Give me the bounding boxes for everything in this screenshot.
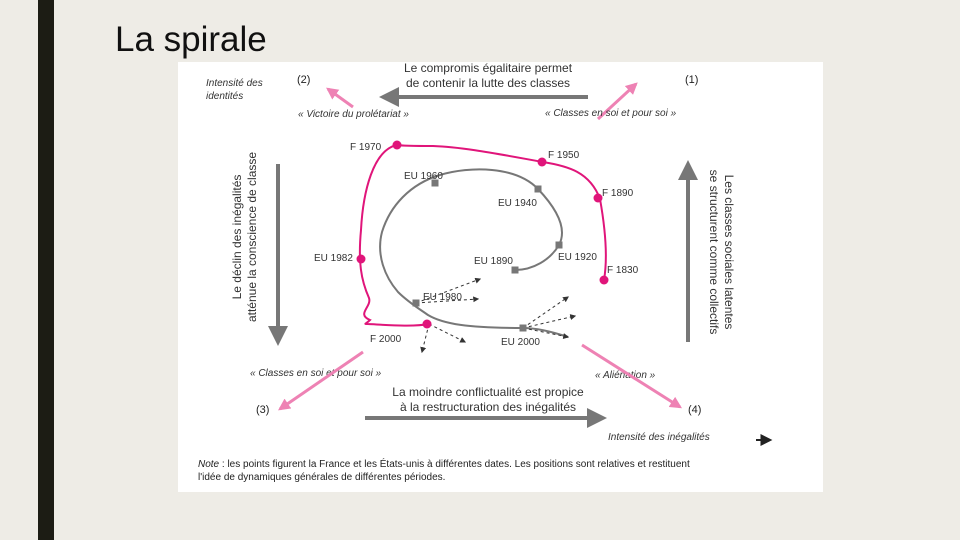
note-label: Note bbox=[198, 459, 220, 470]
note-text-1: : les points figurent la France et les États-unis à différentes dates. Les positions sont relatives et restituent bbox=[219, 459, 690, 470]
projection-arrow bbox=[523, 297, 568, 328]
fr-label-1890: F 1890 bbox=[602, 188, 634, 199]
corner-2-label: « Victoire du prolétariat » bbox=[298, 109, 409, 120]
us-label-1920: EU 1920 bbox=[558, 252, 597, 263]
right-axis-text-1: Les classes sociales latentes bbox=[722, 174, 736, 330]
spiral-figure bbox=[178, 62, 823, 492]
fr-label-1830: F 1830 bbox=[607, 265, 639, 276]
corner-3-arrow bbox=[280, 352, 363, 409]
left-axis-text-1: Le déclin des inégalités bbox=[230, 174, 244, 300]
corner-1-label: « Classes en soi et pour soi » bbox=[545, 108, 677, 119]
figure-note-line-2: l'idée de dynamiques générales de différentes périodes. bbox=[198, 472, 446, 483]
slide-title: La spirale bbox=[115, 20, 267, 59]
corner-3-label: « Classes en soi et pour soi » bbox=[250, 368, 382, 379]
us-point-1940 bbox=[535, 186, 542, 193]
us-label-1940: EU 1940 bbox=[498, 198, 537, 209]
fr-point-1970 bbox=[393, 141, 402, 150]
corner-3-number: (3) bbox=[256, 404, 270, 416]
us-label-2000: EU 2000 bbox=[501, 337, 540, 348]
fr-point-1982 bbox=[357, 255, 366, 264]
top-arrow-text-1: Le compromis égalitaire permet bbox=[403, 62, 573, 75]
y-axis-label-1: Intensité des bbox=[206, 78, 263, 89]
fr-label-2000: F 2000 bbox=[370, 334, 402, 345]
fr-point-1830 bbox=[600, 276, 609, 285]
fr-label-1982: EU 1982 bbox=[314, 253, 353, 264]
top-arrow-text-2: de contenir la lutte des classes bbox=[405, 76, 571, 90]
left-accent-bar bbox=[38, 0, 54, 540]
corner-2-arrow bbox=[328, 89, 353, 107]
us-point-1920 bbox=[556, 242, 563, 249]
fr-point-2000 bbox=[423, 320, 432, 329]
spiral-diagram bbox=[178, 62, 823, 492]
corner-2-number: (2) bbox=[297, 74, 311, 86]
x-axis-label: Intensité des inégalités bbox=[608, 432, 710, 443]
bottom-arrow-text-1: La moindre conflictualité est propice bbox=[392, 385, 584, 399]
left-axis-text-2: atténue la conscience de classe bbox=[245, 151, 259, 323]
right-axis-text-2: se structurent comme collectifs bbox=[707, 169, 721, 335]
us-point-1980 bbox=[413, 300, 420, 307]
y-axis-label-2: identités bbox=[206, 91, 244, 102]
figure-note-line-1 bbox=[198, 457, 690, 470]
us-label-1890: EU 1890 bbox=[474, 256, 513, 267]
corner-4-label: « Aliénation » bbox=[595, 370, 656, 381]
corner-1-number: (1) bbox=[685, 74, 699, 86]
us-point-1890 bbox=[512, 267, 519, 274]
france-trajectory bbox=[360, 145, 606, 326]
us-point-2000 bbox=[520, 325, 527, 332]
us-label-1960: EU 1960 bbox=[404, 171, 443, 182]
bottom-arrow-text-2: à la restructuration des inégalités bbox=[399, 400, 577, 414]
fr-label-1970: F 1970 bbox=[350, 142, 382, 153]
us-trajectory bbox=[380, 169, 568, 337]
us-label-1980: EU 1980 bbox=[423, 292, 462, 303]
fr-point-1950 bbox=[538, 158, 547, 167]
projection-arrow bbox=[523, 316, 575, 328]
projection-arrow bbox=[429, 324, 465, 342]
corner-4-number: (4) bbox=[688, 404, 702, 416]
fr-label-1950: F 1950 bbox=[548, 150, 580, 161]
